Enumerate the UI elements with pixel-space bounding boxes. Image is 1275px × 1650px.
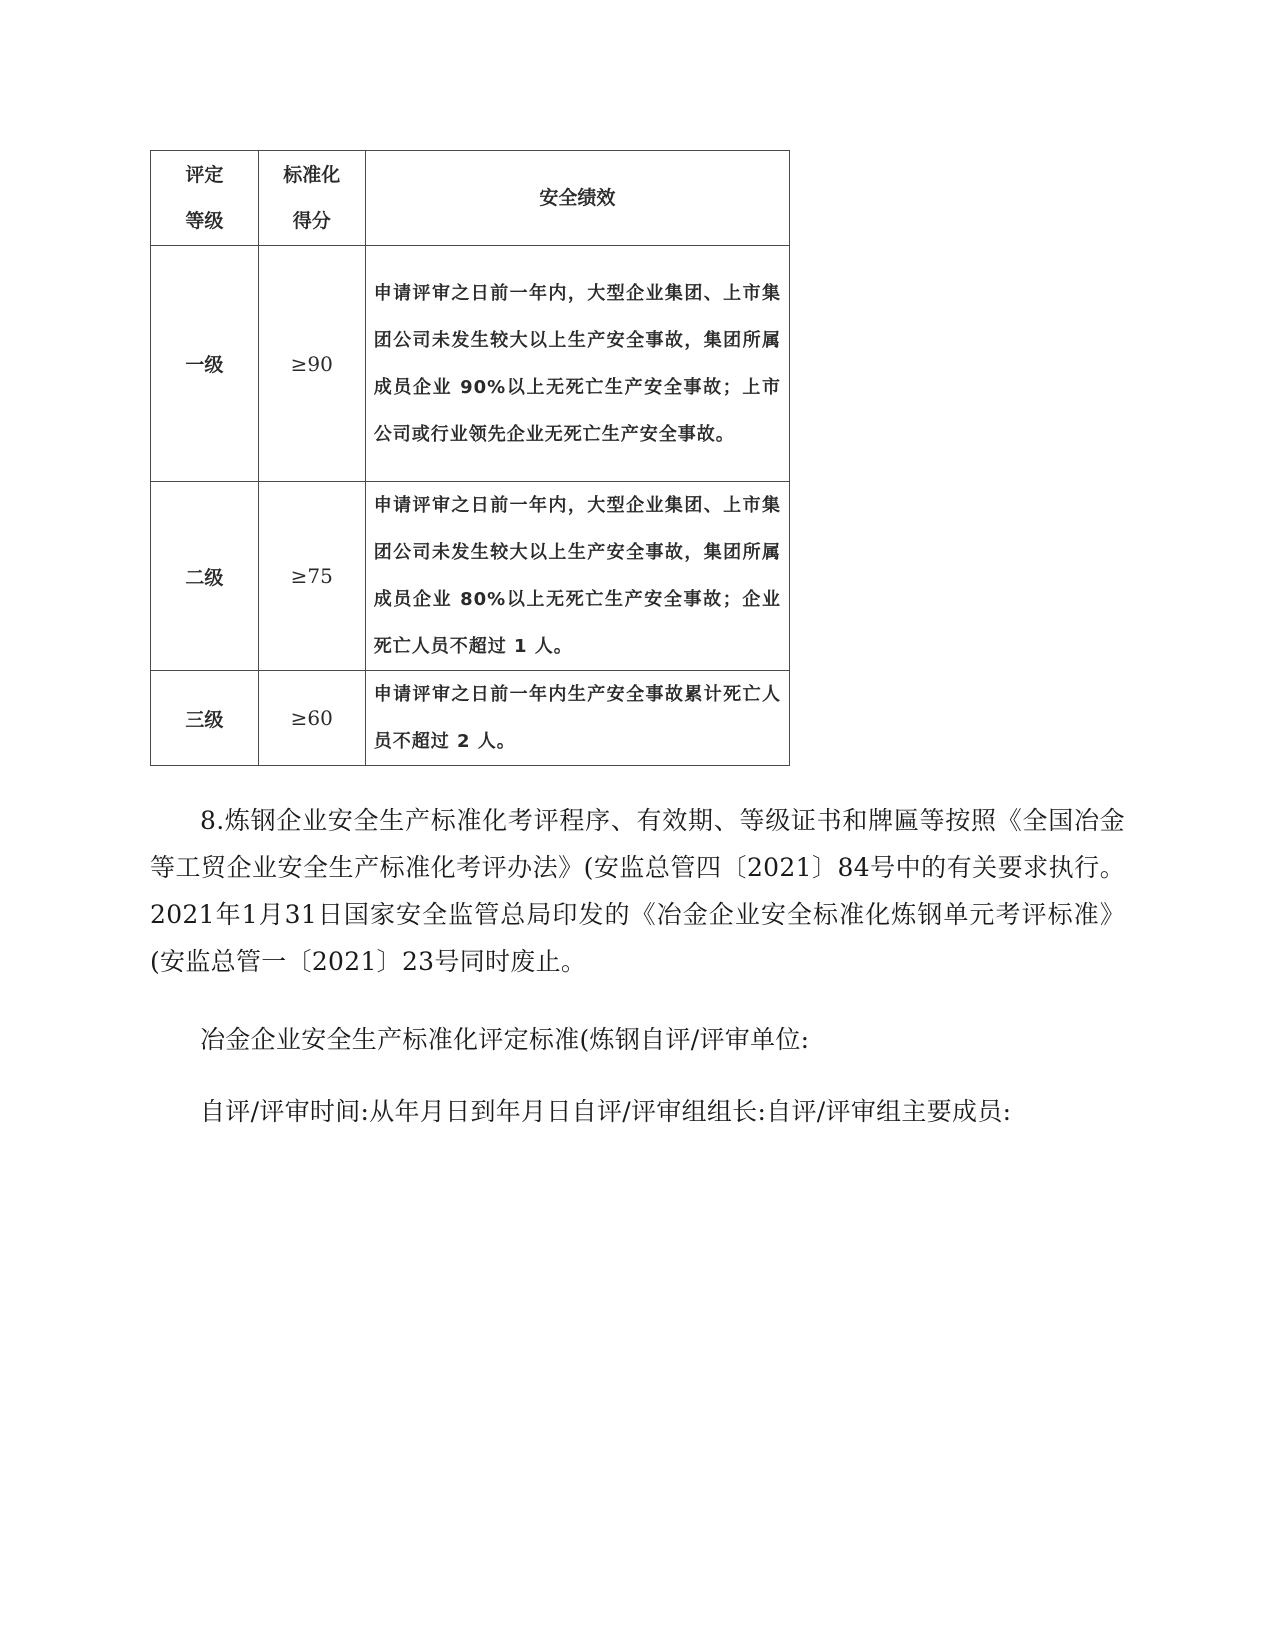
header-grade-line-1: 评定 <box>185 164 224 186</box>
safety-grade-table <box>150 150 790 766</box>
performance-cell: 申请评审之日前一年内，大型企业集团、上市集团公司未发生较大以上生产安全事故，集团所属成员企业 80%以上无死亡生产安全事故；企业死亡人员不超过 1 人。 <box>365 482 789 671</box>
score-cell: ≥90 <box>258 246 365 482</box>
header-score <box>258 151 365 246</box>
header-grade <box>151 151 259 246</box>
header-grade-line-2: 等级 <box>185 210 224 232</box>
header-score-line-1: 标准化 <box>283 164 341 186</box>
table-row <box>151 246 790 482</box>
body-paragraph-evaluation-time: 自评/评审时间:从年月日到年月日自评/评审组组长:自评/评审组主要成员: <box>200 1097 1012 1126</box>
score-cell: ≥75 <box>258 482 365 671</box>
header-score-line-2: 得分 <box>292 210 331 232</box>
table-header-row <box>151 151 790 246</box>
grade-cell: 二级 <box>151 482 259 671</box>
header-performance: 安全绩效 <box>365 151 789 246</box>
performance-cell: 申请评审之日前一年内生产安全事故累计死亡人员不超过 2 人。 <box>365 671 789 766</box>
performance-cell: 申请评审之日前一年内，大型企业集团、上市集团公司未发生较大以上生产安全事故，集团所属成员企业 90%以上无死亡生产安全事故；上市公司或行业领先企业无死亡生产安全事故。 <box>365 246 789 482</box>
table-row <box>151 482 790 671</box>
grade-cell: 三级 <box>151 671 259 766</box>
grade-cell: 一级 <box>151 246 259 482</box>
table-row <box>151 671 790 766</box>
body-paragraph-assessment-procedure: 8.炼钢企业安全生产标准化考评程序、有效期、等级证书和牌匾等按照《全国冶金等工贸企业安全生产标准化考评办法》(安监总管四〔2021〕84号中的有关要求执行。2021年1月31日国家安全监管总局印发的《冶金企业安全标准化炼钢单元考评标准》(安监总管一〔2021〕23号同时废止。 <box>150 806 1125 976</box>
body-paragraph-evaluation-unit: 冶金企业安全生产标准化评定标准(炼钢自评/评审单位: <box>200 1025 810 1054</box>
score-cell: ≥60 <box>258 671 365 766</box>
